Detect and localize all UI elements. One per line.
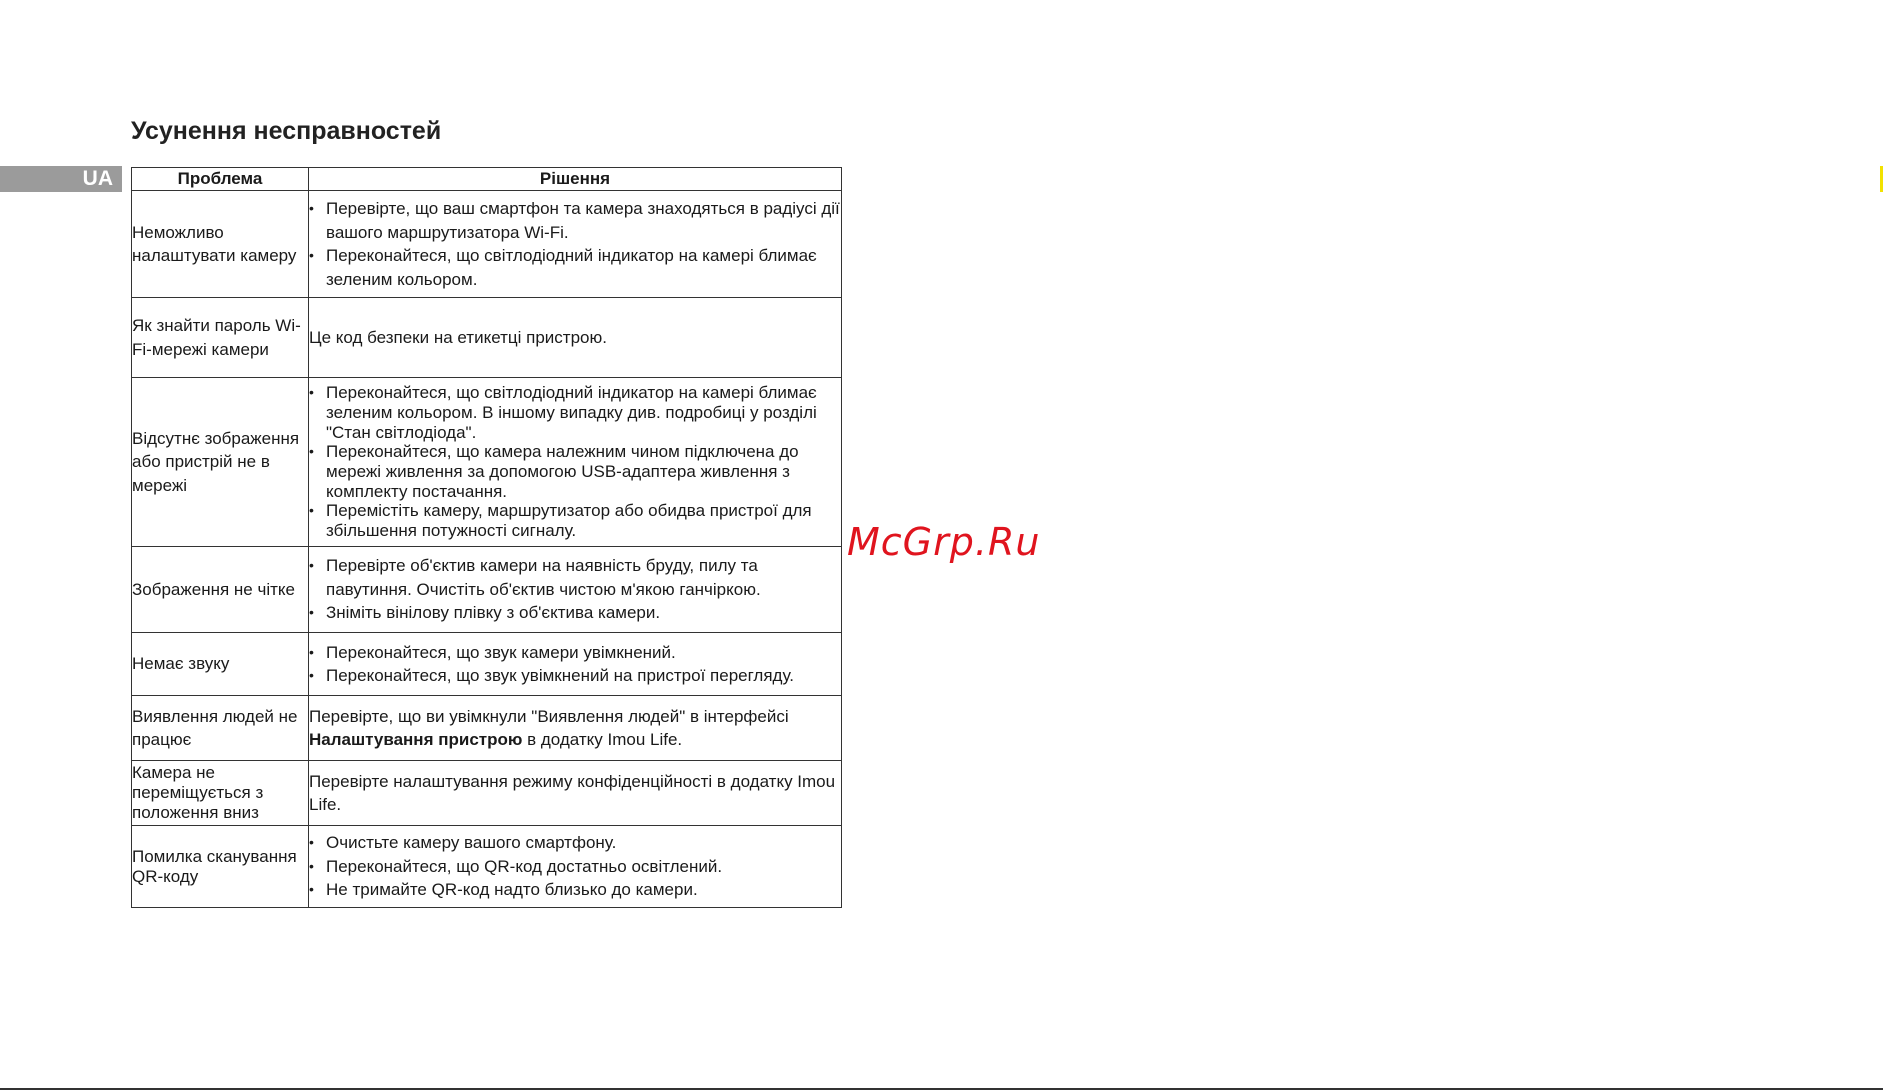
list-item: • Переконайтеся, що звук камери увімкнений. bbox=[309, 641, 841, 665]
solution-cell bbox=[309, 547, 842, 633]
solution-text: в додатку Imou Life. bbox=[522, 730, 683, 749]
watermark: McGrp.Ru bbox=[847, 520, 1041, 564]
solution-list bbox=[309, 831, 841, 902]
table-row bbox=[132, 761, 842, 826]
problem-cell: Немає звуку bbox=[132, 633, 309, 696]
solution-list bbox=[309, 197, 841, 291]
list-item: • Переконайтеся, що QR-код достатньо освітлений. bbox=[309, 855, 841, 879]
solution-cell bbox=[309, 826, 842, 908]
table-row bbox=[132, 696, 842, 761]
page-title: Усунення несправностей bbox=[131, 117, 442, 145]
list-item: • Перевірте, що ваш смартфон та камера знаходяться в радіусі дії вашого маршрутизатора Wi-Fi. bbox=[309, 197, 841, 244]
list-item: • Очистьте камеру вашого смартфону. bbox=[309, 831, 841, 855]
problem-cell: Камера не переміщується з положення вниз bbox=[132, 761, 309, 826]
problem-cell: Зображення не чітке bbox=[132, 547, 309, 633]
solution-cell: Перевірте налаштування режиму конфіденційності в додатку Imou Life. bbox=[309, 761, 842, 826]
problem-cell: Як знайти пароль Wi-Fi-мережі камери bbox=[132, 298, 309, 378]
list-item: • Перевірте об'єктив камери на наявність бруду, пилу та павутиння. Очистіть об'єктив чистою м'якою ганчіркою. bbox=[309, 554, 841, 601]
table-row bbox=[132, 191, 842, 298]
list-item: • Переконайтеся, що звук увімкнений на пристрої перегляду. bbox=[309, 664, 841, 688]
list-item: • Переконайтеся, що світлодіодний індикатор на камері блимає зеленим кольором. bbox=[309, 244, 841, 291]
list-item: • Переконайтеся, що світлодіодний індикатор на камері блимає зеленим кольором. В іншому випадку див. подробиці у розділі "Стан світлодіода". bbox=[309, 383, 841, 442]
solution-cell bbox=[309, 191, 842, 298]
solution-cell: Це код безпеки на етикетці пристрою. bbox=[309, 298, 842, 378]
column-header-solution: Рішення bbox=[309, 168, 842, 191]
list-item: • Переконайтеся, що камера належним чином підключена до мережі живлення за допомогою USB-адаптера живлення з комплекту постачання. bbox=[309, 442, 841, 501]
solution-bold-text: Налаштування пристрою bbox=[309, 730, 523, 749]
list-item: • Перемістіть камеру, маршрутизатор або обидва пристрої для збільшення потужності сигналу. bbox=[309, 501, 841, 540]
problem-cell: Виявлення людей не працює bbox=[132, 696, 309, 761]
table-row bbox=[132, 826, 842, 908]
table-row bbox=[132, 633, 842, 696]
list-item: • Зніміть вінілову плівку з об'єктива камери. bbox=[309, 601, 841, 625]
solution-list bbox=[309, 383, 841, 541]
problem-cell: Помилка сканування QR-коду bbox=[132, 826, 309, 908]
problem-cell: Відсутнє зображення або пристрій не в мережі bbox=[132, 378, 309, 547]
table-row bbox=[132, 547, 842, 633]
solution-cell bbox=[309, 378, 842, 547]
solution-text: Перевірте, що ви увімкнули "Виявлення людей" в інтерфейсі bbox=[309, 706, 789, 726]
solution-cell bbox=[309, 633, 842, 696]
troubleshooting-table bbox=[131, 167, 842, 908]
solution-list bbox=[309, 554, 841, 625]
problem-cell: Неможливо налаштувати камеру bbox=[132, 191, 309, 298]
table-row bbox=[132, 378, 842, 547]
solution-list bbox=[309, 641, 841, 688]
table-header-row bbox=[132, 168, 842, 191]
table-row bbox=[132, 298, 842, 378]
column-header-problem: Проблема bbox=[132, 168, 309, 191]
list-item: • Не тримайте QR-код надто близько до камери. bbox=[309, 878, 841, 902]
solution-cell bbox=[309, 696, 842, 761]
language-tab: UA bbox=[0, 166, 122, 192]
